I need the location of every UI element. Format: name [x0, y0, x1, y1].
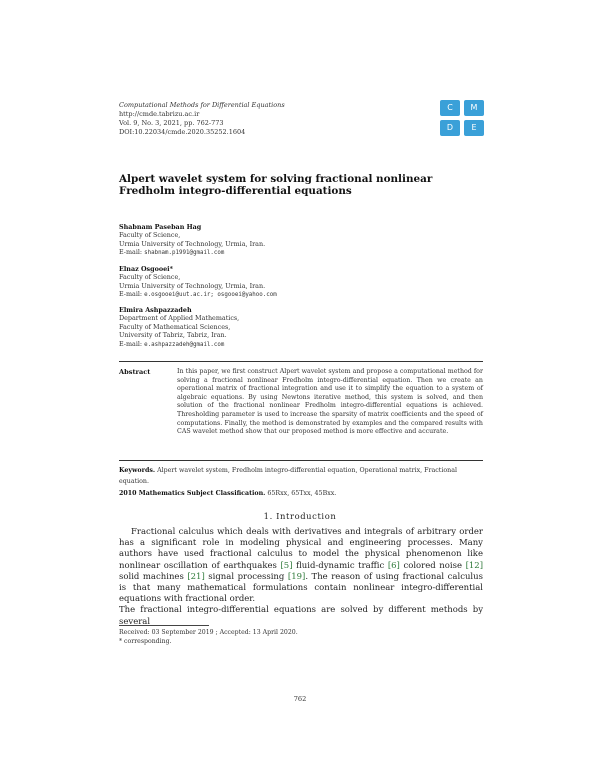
logo-letter-e: E [464, 120, 484, 136]
footnote-rule [119, 625, 209, 626]
msc-label: 2010 Mathematics Subject Classification. [119, 490, 266, 497]
author-block [119, 265, 277, 300]
logo-letter-d: D [440, 120, 460, 136]
citation-link[interactable]: [5] [280, 560, 293, 571]
footnote-received: Received: 03 September 2019 ; Accepted: 13 April 2020. [119, 629, 298, 636]
text-run: fluid-dynamic traffic [292, 560, 388, 571]
keywords-text: Alpert wavelet system, Fredholm integro-differential equation, Operational matrix, Fractional equation. [119, 467, 457, 485]
paragraph [119, 527, 483, 605]
email-label: E-mail: [119, 290, 143, 299]
paper-title: Alpert wavelet system for solving fractional nonlinear Fredholm integro-differential equations [119, 173, 433, 197]
author-block [119, 306, 239, 349]
author-name: Elmira Ashpazzadeh [119, 306, 192, 314]
footnote-corresponding: * corresponding. [119, 638, 172, 645]
affiliation-line: Faculty of Science, [119, 231, 181, 240]
affiliation-line: University of Tabriz, Tabriz, Iran. [119, 331, 227, 340]
abstract-label: Abstract [119, 368, 151, 376]
affiliation-line: Urmia University of Technology, Urmia, Iran. [119, 281, 266, 290]
journal-doi: DOI:10.22034/cmde.2020.35252.1604 [119, 128, 246, 136]
affiliation-line: Department of Applied Mathematics, [119, 314, 240, 323]
author-name: Shabnam Paseban Hag [119, 223, 202, 231]
text-run: solid machines [119, 571, 188, 582]
keywords [119, 465, 483, 487]
abstract-top-rule [119, 361, 483, 362]
email-line [119, 290, 277, 299]
text-run: . The reason of using fractional calculus is that many mathematical formulations contain nonlinear integro-differential equations with fractional order. [119, 571, 483, 605]
email-label: E-mail: [119, 339, 143, 348]
journal-header [119, 101, 285, 137]
text-run: signal processing [204, 571, 288, 582]
author-block [119, 223, 265, 258]
body-text [119, 527, 483, 628]
keywords-label: Keywords. [119, 467, 156, 474]
email-label: E-mail: [119, 248, 143, 257]
citation-link[interactable]: [21] [187, 571, 205, 582]
journal-volume: Vol. 9, No. 3, 2021, pp. 762-773 [119, 119, 224, 127]
citation-link[interactable]: [12] [465, 560, 484, 571]
abstract-text: In this paper, we first construct Alpert wavelet system and propose a computational method for solving a fractional nonlinear Fredholm integro-differential equation. Then we create an operational matrix of fractional integration and use it to simplify the equation to a system of algebraic equations. By using Newtons iterative method, this system is solved, and then solution of the fractional nonlinear Fredholm integro-differential equations is achieved. Thresholding parameter is used to increase the sparsity of matrix coefficients and the speed of computations. Finally, the method is demonstrated by examples and the compared results with CAS wavelet method show that our proposed method is more effective and accurate. [177, 368, 483, 436]
cmde-logo [440, 100, 486, 138]
text-run: colored noise [399, 560, 466, 571]
logo-letter-m: M [464, 100, 484, 116]
affiliation-line: Urmia University of Technology, Urmia, Iran. [119, 239, 266, 248]
affiliation-line: Faculty of Science, [119, 273, 181, 282]
journal-title: Computational Methods for Differential Equations [119, 101, 285, 109]
msc-text: 65Rxx, 65Txx, 45Bxx. [267, 490, 337, 497]
author-email[interactable]: e.ashpazzadeh@gmail.com [144, 341, 225, 348]
section-heading: 1. Introduction [263, 511, 337, 521]
author-email[interactable]: shabnam.p1991@gmail.com [144, 250, 225, 257]
text-run: Fractional calculus which deals with derivatives and integrals of arbitrary order has a significant role in modeling physical and engineering processes. Many authors have used fractional calculus to model the physical phenomenon like nonlinear oscillation of earthquakes [119, 527, 483, 571]
citation-link[interactable]: [6] [387, 560, 400, 571]
msc-classification [119, 490, 483, 497]
page-number: 762 [293, 695, 307, 703]
citation-link[interactable]: [19] [287, 571, 306, 582]
abstract-bottom-rule [119, 460, 483, 461]
email-line [119, 340, 239, 349]
journal-url[interactable]: http://cmde.tabrizu.ac.ir [119, 110, 200, 118]
paragraph: The fractional integro-differential equations are solved by different methods by several [119, 605, 483, 627]
logo-letter-c: C [440, 100, 460, 116]
email-line [119, 248, 265, 257]
author-name: Elnaz Osgooei* [119, 265, 173, 273]
affiliation-line: Faculty of Mathematical Sciences, [119, 322, 231, 331]
author-email[interactable]: e.osgooei@uut.ac.ir; osgooei@yahoo.com [144, 292, 277, 299]
